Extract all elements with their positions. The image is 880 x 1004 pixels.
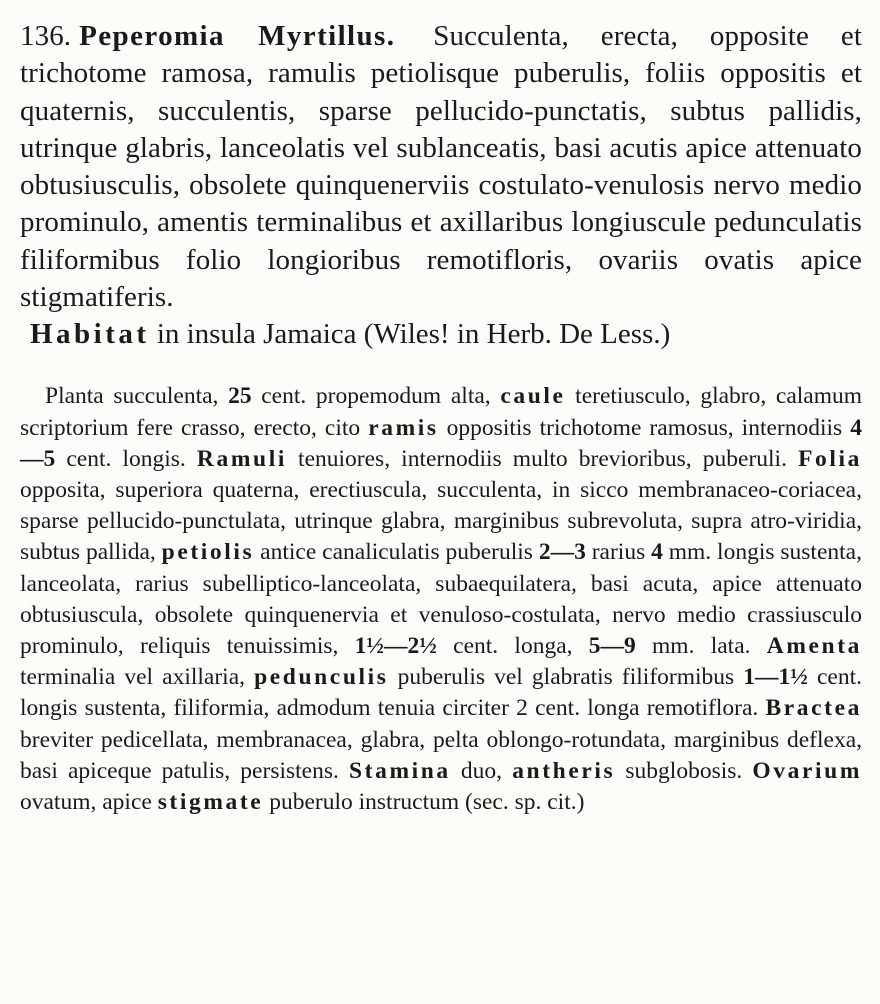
description-number: 4 xyxy=(651,539,663,566)
spaced-term: stigmate xyxy=(157,789,264,816)
description-text: opposita, superiora quaterna, erectiuscula, succulenta, in sicco membranaceo-coriacea, sparse pellucido-punctulata, utrinque glabra, marginibus subrevoluta, supra atro-viridia, subtus pallida, xyxy=(20,476,862,566)
habitat-label: Habitat xyxy=(30,318,150,351)
species-diagnosis xyxy=(20,18,862,316)
description-text: puberulis vel glabratis filiformibus xyxy=(388,664,744,691)
description-text: rarius xyxy=(585,539,652,566)
description-text: breviter pedicellata, membranacea, glabra, pelta oblongo-rotundata, marginibus deflexa, basi apiceque patulis, persistens. xyxy=(20,726,862,784)
habitat-line xyxy=(30,316,862,353)
description-text: cent. longis. xyxy=(55,445,197,472)
description-text: cent. longa, xyxy=(436,633,589,659)
description-text: cent. propemodum alta, xyxy=(251,383,501,410)
spaced-term: petiolis xyxy=(161,539,255,566)
entry-number: 136. xyxy=(20,20,72,52)
species-name: Peperomia Myrtillus. xyxy=(79,20,396,52)
species-description xyxy=(20,381,862,818)
description-text: teretiusculo, glabro, calamum scriptorium fere crasso, erecto, cito xyxy=(20,383,863,441)
spaced-term: Stamina xyxy=(349,757,451,784)
description-number: 5—9 xyxy=(588,633,636,659)
description-number: 1—1½ xyxy=(743,664,808,691)
description-text: duo, xyxy=(450,757,513,784)
description-number: 25 xyxy=(228,383,252,410)
description-text: ovatum, apice xyxy=(20,789,158,816)
spaced-term: pedunculis xyxy=(254,664,389,691)
description-text: cent. longis sustenta, filiformia, admodum tenuia circiter 2 cent. longa remotiflora. xyxy=(20,664,862,722)
description-text: subglobosis. xyxy=(615,757,753,784)
habitat-text: in insula Jamaica (Wiles! in Herb. De Less.) xyxy=(156,318,671,351)
spaced-term: Amenta xyxy=(766,633,862,659)
spaced-term: Bractea xyxy=(765,695,862,722)
description-text: tenuiores, internodiis multo brevioribus, puberuli. xyxy=(286,445,799,472)
description-number: 4—5 xyxy=(20,414,862,472)
description-text: Planta succulenta, xyxy=(45,383,229,410)
description-text: puberulo instructum (sec. sp. cit.) xyxy=(263,789,585,816)
description-number: 1½—2½ xyxy=(354,633,437,659)
spaced-term: Ramuli xyxy=(196,445,287,472)
description-text: oppositis trichotome ramosus, internodiis xyxy=(438,414,851,441)
diagnosis-text: Succulenta, erecta, opposite et trichotome ramosa, ramulis petiolisque puberulis, foliis oppositis et quaternis, succulentis, sparse pellucido-punctatis, subtus pallidis, utrinque glabris, lanceolatis vel sublanceatis, basi acutis apice attenuato obtusiusculis, obsolete quinquenerviis costulato-venulosis nervo medio prominulo, amentis terminalibus et axillaribus longiuscule pedunculatis filiformibus folio longioribus remotifloris, ovariis ovatis apice stigmatiferis. xyxy=(20,20,862,314)
spaced-term: Folia xyxy=(798,445,862,472)
spaced-term: antheris xyxy=(512,757,616,784)
description-number: 2—3 xyxy=(538,539,586,566)
description-text: terminalia vel axillaria, xyxy=(20,664,255,691)
spaced-term: Ovarium xyxy=(752,757,863,784)
spaced-term: ramis xyxy=(368,414,439,441)
description-text: mm. lata. xyxy=(635,633,767,659)
spaced-term: caule xyxy=(500,383,566,410)
description-text: antice canaliculatis puberulis xyxy=(254,539,539,566)
description-text: mm. longis sustenta, lanceolata, rarius subelliptico-lanceolata, subaequilatera, basi acuta, apice attenuato obtusiuscula, obsolete quinquenervia et venuloso-costulata, nervo medio crassiusculo prominulo, reliquis tenuissimis, xyxy=(20,539,862,659)
